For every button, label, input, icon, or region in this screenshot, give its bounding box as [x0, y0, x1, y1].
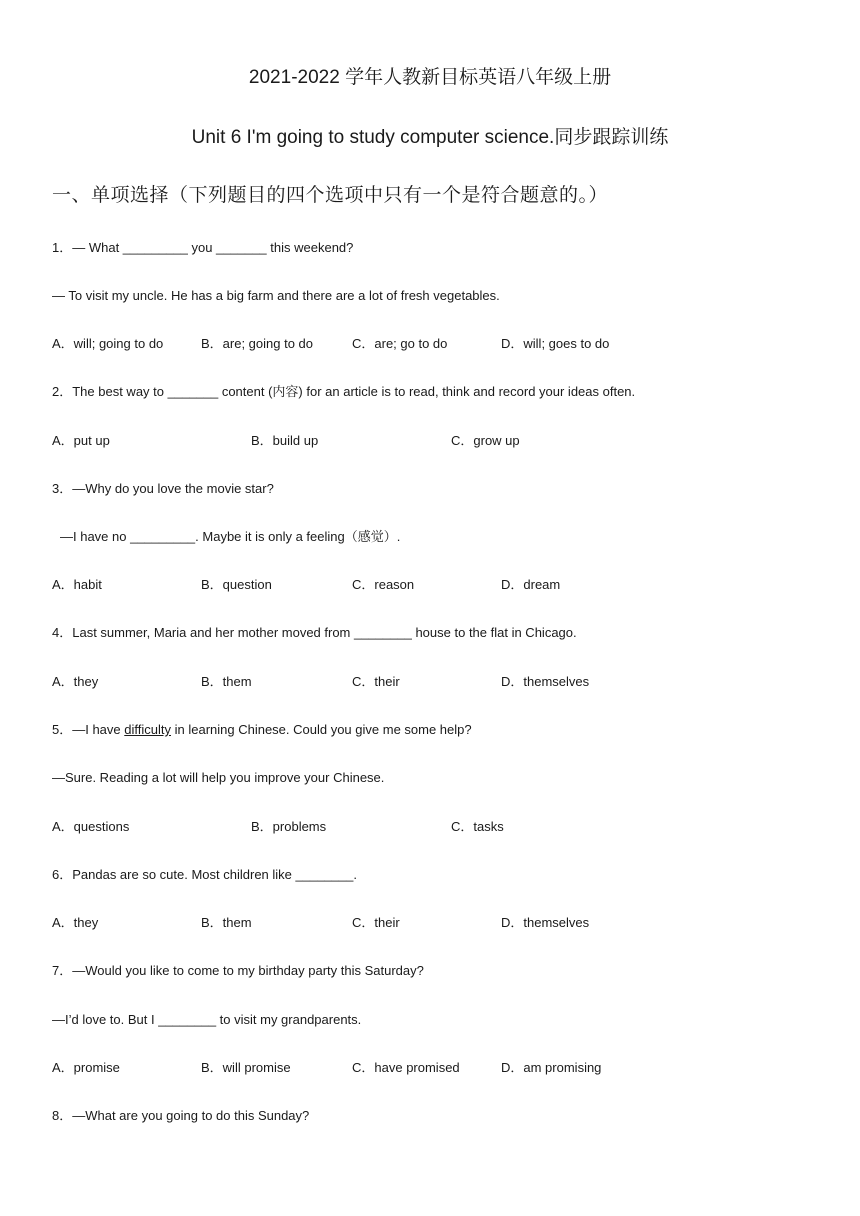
- section-heading: 一、单项选择（下列题目的四个选项中只有一个是符合题意的。）: [52, 184, 609, 206]
- option-b[interactable]: B．problems: [251, 819, 327, 834]
- document-subtitle: Unit 6 I'm going to study computer science.同步跟踪训练: [191, 127, 669, 148]
- question-5-options: [52, 818, 812, 836]
- question-8-stem: 8．—What are you going to do this Sunday?: [52, 1108, 310, 1123]
- option-c[interactable]: C．their: [352, 915, 400, 930]
- option-b[interactable]: B．build up: [251, 433, 319, 448]
- option-c[interactable]: C．tasks: [451, 819, 504, 834]
- question-4-options: [52, 673, 812, 691]
- option-a[interactable]: A．they: [52, 674, 99, 689]
- option-a[interactable]: A．questions: [52, 819, 130, 834]
- option-a[interactable]: A．habit: [52, 577, 102, 592]
- question-1-options: [52, 335, 812, 353]
- option-d[interactable]: D．themselves: [501, 674, 590, 689]
- question-4-stem: 4．Last summer, Maria and her mother moved from ________ house to the flat in Chicago.: [52, 625, 577, 640]
- question-6-stem: 6．Pandas are so cute. Most children like ________.: [52, 867, 357, 882]
- option-d[interactable]: D．themselves: [501, 915, 590, 930]
- question-2-options: [52, 432, 812, 450]
- underlined-word: difficulty: [124, 722, 171, 737]
- option-c[interactable]: C．grow up: [451, 433, 520, 448]
- option-a[interactable]: A．put up: [52, 433, 110, 448]
- question-5-stem-end: in learning Chinese. Could you give me some help?: [171, 722, 472, 737]
- question-1-response: — To visit my uncle. He has a big farm and there are a lot of fresh vegetables.: [52, 288, 500, 303]
- question-1-stem: 1．— What _________ you _______ this weekend?: [52, 240, 354, 255]
- option-a[interactable]: A．will; going to do: [52, 336, 164, 351]
- question-7-options: [52, 1059, 812, 1077]
- option-b[interactable]: B．them: [201, 915, 252, 930]
- option-b[interactable]: B．are; going to do: [201, 336, 314, 351]
- option-b[interactable]: B．question: [201, 577, 272, 592]
- option-a[interactable]: A．they: [52, 915, 99, 930]
- option-d[interactable]: D．will; goes to do: [501, 336, 610, 351]
- question-5-stem-start: 5．—I have: [52, 722, 125, 737]
- question-7-response: —I’d love to. But I ________ to visit my grandparents.: [52, 1012, 362, 1027]
- question-3-stem: 3．—Why do you love the movie star?: [52, 481, 274, 496]
- question-5-response: —Sure. Reading a lot will help you improve your Chinese.: [52, 770, 385, 785]
- question-3-options: [52, 576, 812, 594]
- option-c[interactable]: C．reason: [352, 577, 415, 592]
- option-b[interactable]: B．will promise: [201, 1060, 291, 1075]
- document-title: 2021-2022 学年人教新目标英语八年级上册: [248, 67, 612, 88]
- option-a[interactable]: A．promise: [52, 1060, 120, 1075]
- question-2-stem: 2．The best way to _______ content (内容) for an article is to read, think and record your ideas often.: [52, 384, 636, 399]
- option-c[interactable]: C．have promised: [352, 1060, 460, 1075]
- option-c[interactable]: C．are; go to do: [352, 336, 448, 351]
- option-b[interactable]: B．them: [201, 674, 252, 689]
- question-3-response: —I have no _________. Maybe it is only a feeling（感觉）.: [60, 529, 401, 544]
- question-6-options: [52, 914, 812, 932]
- option-d[interactable]: D．am promising: [501, 1060, 602, 1075]
- question-7-stem: 7．—Would you like to come to my birthday party this Saturday?: [52, 963, 424, 978]
- option-c[interactable]: C．their: [352, 674, 400, 689]
- question-5-stem: [52, 721, 472, 739]
- option-d[interactable]: D．dream: [501, 577, 561, 592]
